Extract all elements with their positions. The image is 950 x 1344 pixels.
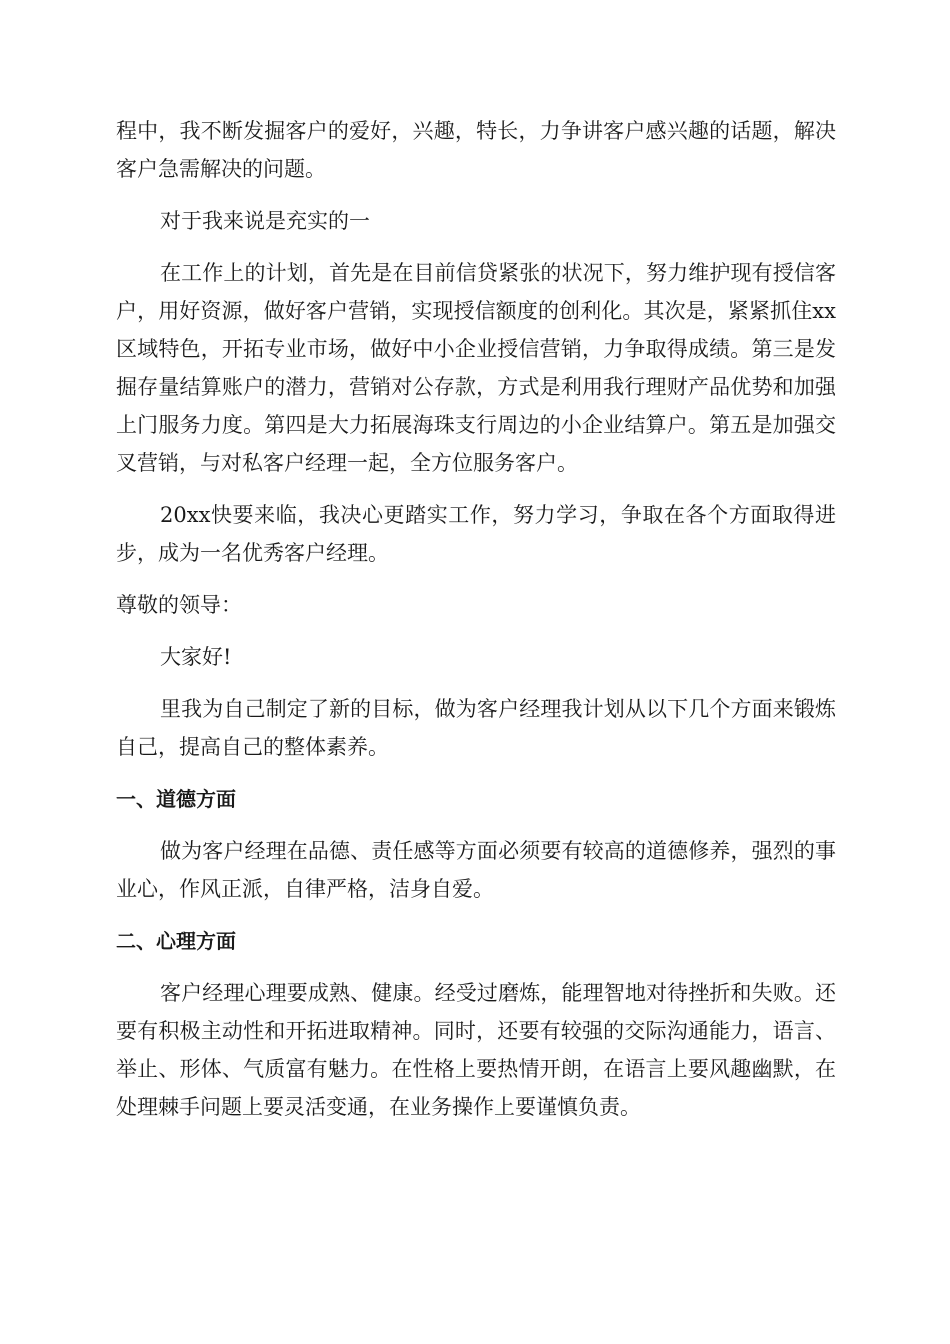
paragraph-psychology: 客户经理心理要成熟、健康。经受过磨炼，能理智地对待挫折和失败。还要有积极主动性和开拓进取精神。同时，还要有较强的交际沟通能力，语言、举止、形体、气质富有魅力。在性格上要热情开朗，在语言上要风趣幽默，在处理棘手问题上要灵活变通，在业务操作上要谨慎负责。	[116, 981, 836, 1119]
section-heading-ethics: 一、道德方面	[116, 787, 236, 811]
document-body	[116, 112, 836, 1126]
paragraph-resolution: 20xx快要来临，我决心更踏实工作，努力学习，争取在各个方面取得进步，成为一名优秀客户经理。	[116, 503, 836, 565]
paragraph-work-plan: 在工作上的计划，首先是在目前信贷紧张的状况下，努力维护现有授信客户，用好资源，做好客户营销，实现授信额度的创利化。其次是，紧紧抓住xx区域特色，开拓专业市场，做好中小企业授信营销，力争取得成绩。第三是发掘存量结算账户的潜力，营销对公存款，方式是利用我行理财产品优势和加强上门服务力度。第四是大力拓展海珠支行周边的小企业结算户。第五是加强交叉营销，与对私客户经理一起，全方位服务客户。	[116, 261, 836, 475]
paragraph-ethics: 做为客户经理在品德、责任感等方面必须要有较高的道德修养，强烈的事业心，作风正派，自律严格，洁身自爱。	[116, 839, 836, 901]
paragraph-fragment: 对于我来说是充实的一	[160, 209, 370, 233]
salutation: 尊敬的领导：	[116, 593, 242, 617]
section-heading-psychology: 二、心理方面	[116, 929, 236, 953]
greeting: 大家好!	[160, 645, 232, 669]
paragraph-goals: 里我为自己制定了新的目标，做为客户经理我计划从以下几个方面来锻炼自己，提高自己的整体素养。	[116, 697, 836, 759]
paragraph-continuation: 程中，我不断发掘客户的爱好，兴趣，特长，力争讲客户感兴趣的话题，解决客户急需解决的问题。	[116, 119, 836, 181]
